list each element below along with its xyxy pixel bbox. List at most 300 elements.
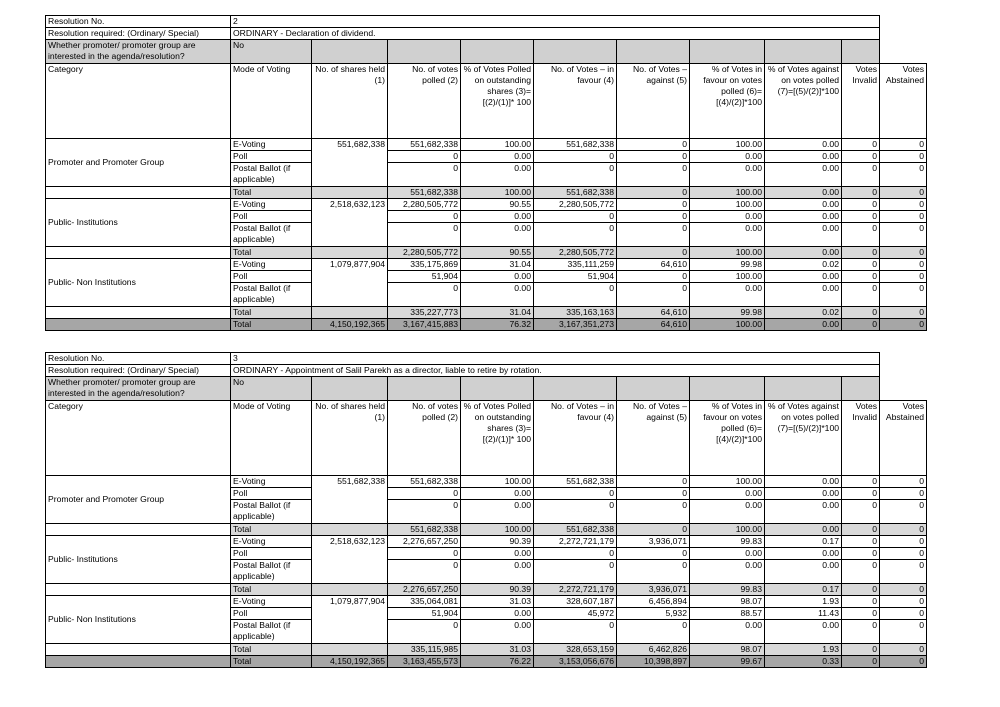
votes-against-header: No. of Votes – against (5)	[617, 401, 690, 476]
empty-cell	[690, 40, 765, 64]
votes-invalid: 0	[842, 608, 880, 620]
votes-polled: 2,276,657,250	[388, 536, 461, 548]
votes-abstained: 0	[880, 283, 927, 307]
votes-polled: 0	[388, 620, 461, 644]
grand-total-pct-polled: 76.22	[461, 656, 534, 668]
shares-held-header: No. of shares held (1)	[312, 401, 388, 476]
votes-favour: 0	[534, 488, 617, 500]
empty-cell	[461, 40, 534, 64]
pct-favour: 0.00	[690, 211, 765, 223]
total-label: Total	[231, 187, 312, 199]
votes-against: 64,610	[617, 259, 690, 271]
category-label: Promoter and Promoter Group	[46, 476, 231, 524]
pct-against: 0.00	[765, 476, 842, 488]
pct-favour: 0.00	[690, 283, 765, 307]
empty-cell	[534, 377, 617, 401]
resolution-required-label: Resolution required: (Ordinary/ Special)	[46, 365, 231, 377]
empty-cell	[46, 524, 231, 536]
pct-against: 0.00	[765, 223, 842, 247]
grand-total-pct-against: 0.00	[765, 319, 842, 331]
mode-label: Postal Ballot (if applicable)	[231, 283, 312, 307]
pct-against: 0.00	[765, 199, 842, 211]
empty-cell	[690, 377, 765, 401]
total-label: Total	[231, 584, 312, 596]
votes-against: 0	[617, 151, 690, 163]
empty-cell	[388, 40, 461, 64]
votes-against: 5,932	[617, 608, 690, 620]
shares-held-value: 551,682,338	[312, 476, 388, 524]
grand-total-votes-invalid: 0	[842, 656, 880, 668]
empty-cell	[312, 40, 388, 64]
pct-polled: 0.00	[461, 151, 534, 163]
pct-polled: 90.55	[461, 247, 534, 259]
total-label: Total	[231, 307, 312, 319]
votes-abstained-header: Votes Abstained	[880, 64, 927, 139]
votes-favour: 335,163,163	[534, 307, 617, 319]
pct-polled: 0.00	[461, 283, 534, 307]
pct-polled: 100.00	[461, 524, 534, 536]
empty-cell	[46, 644, 231, 656]
promoter-interested-value: No	[231, 40, 312, 64]
empty-cell	[312, 187, 388, 199]
mode-label: E-Voting	[231, 476, 312, 488]
votes-invalid: 0	[842, 187, 880, 199]
empty-cell	[46, 307, 231, 319]
votes-against: 0	[617, 199, 690, 211]
votes-against: 0	[617, 163, 690, 187]
grand-total-pct-favour: 99.67	[690, 656, 765, 668]
resolution-no-label: Resolution No.	[46, 16, 231, 28]
pct-favour: 99.83	[690, 536, 765, 548]
votes-invalid: 0	[842, 476, 880, 488]
pct-polled: 0.00	[461, 223, 534, 247]
pct-polled: 90.39	[461, 584, 534, 596]
category-label: Public- Institutions	[46, 199, 231, 247]
resolution-table	[45, 15, 927, 331]
total-label: Total	[231, 644, 312, 656]
empty-cell	[461, 377, 534, 401]
votes-polled: 335,064,081	[388, 596, 461, 608]
pct-against: 0.00	[765, 524, 842, 536]
shares-held-value: 2,518,632,123	[312, 199, 388, 247]
shares-held-value: 1,079,877,904	[312, 596, 388, 644]
votes-favour: 551,682,338	[534, 524, 617, 536]
shares-held-value: 551,682,338	[312, 139, 388, 187]
pct-polled: 100.00	[461, 139, 534, 151]
pct-polled: 0.00	[461, 488, 534, 500]
votes-favour: 51,904	[534, 271, 617, 283]
votes-invalid: 0	[842, 283, 880, 307]
pct-favour: 98.07	[690, 596, 765, 608]
empty-cell	[617, 377, 690, 401]
pct-against: 0.00	[765, 211, 842, 223]
votes-invalid: 0	[842, 488, 880, 500]
grand-total-shares-held-value: 4,150,192,365	[312, 319, 388, 331]
empty-cell	[842, 40, 880, 64]
votes-against: 0	[617, 560, 690, 584]
shares-held-value: 2,518,632,123	[312, 536, 388, 584]
grand-total-votes-against: 10,398,897	[617, 656, 690, 668]
votes-abstained: 0	[880, 644, 927, 656]
votes-polled: 0	[388, 488, 461, 500]
pct-polled: 0.00	[461, 500, 534, 524]
pct-favour: 100.00	[690, 271, 765, 283]
votes-polled: 335,115,985	[388, 644, 461, 656]
empty-cell	[617, 40, 690, 64]
mode-of-voting-header: Mode of Voting	[231, 64, 312, 139]
votes-invalid: 0	[842, 560, 880, 584]
votes-polled: 0	[388, 500, 461, 524]
votes-against: 0	[617, 211, 690, 223]
empty-cell	[46, 319, 231, 331]
pct-against: 0.00	[765, 283, 842, 307]
mode-label: E-Voting	[231, 199, 312, 211]
mode-label: Poll	[231, 488, 312, 500]
votes-invalid: 0	[842, 644, 880, 656]
votes-invalid: 0	[842, 536, 880, 548]
pct-favour: 0.00	[690, 223, 765, 247]
pct-favour: 99.98	[690, 259, 765, 271]
votes-favour: 551,682,338	[534, 187, 617, 199]
category-label: Promoter and Promoter Group	[46, 139, 231, 187]
pct-polled: 90.55	[461, 199, 534, 211]
mode-label: Poll	[231, 151, 312, 163]
votes-against: 0	[617, 488, 690, 500]
pct-polled: 0.00	[461, 548, 534, 560]
category-label: Public- Non Institutions	[46, 596, 231, 644]
votes-polled: 2,280,505,772	[388, 247, 461, 259]
pct-favour-header: % of Votes in favour on votes polled (6)=[(4)/(2)]*100	[690, 401, 765, 476]
mode-label: Poll	[231, 548, 312, 560]
votes-favour: 2,272,721,179	[534, 536, 617, 548]
grand-total-label: Total	[231, 319, 312, 331]
votes-invalid: 0	[842, 139, 880, 151]
empty-cell	[46, 656, 231, 668]
pct-favour-header: % of Votes in favour on votes polled (6)=[(4)/(2)]*100	[690, 64, 765, 139]
votes-invalid: 0	[842, 223, 880, 247]
pct-polled: 100.00	[461, 187, 534, 199]
empty-cell	[46, 584, 231, 596]
votes-polled: 2,276,657,250	[388, 584, 461, 596]
votes-favour: 2,280,505,772	[534, 247, 617, 259]
votes-abstained: 0	[880, 560, 927, 584]
pct-favour: 98.07	[690, 644, 765, 656]
votes-abstained: 0	[880, 584, 927, 596]
votes-against: 0	[617, 548, 690, 560]
votes-abstained: 0	[880, 488, 927, 500]
votes-against-header: No. of Votes – against (5)	[617, 64, 690, 139]
pct-against: 0.00	[765, 271, 842, 283]
empty-cell	[312, 307, 388, 319]
votes-polled: 0	[388, 560, 461, 584]
pct-polled: 31.03	[461, 596, 534, 608]
shares-held-value: 1,079,877,904	[312, 259, 388, 307]
mode-label: Postal Ballot (if applicable)	[231, 500, 312, 524]
pct-polled: 0.00	[461, 211, 534, 223]
grand-total-votes-favour: 3,167,351,273	[534, 319, 617, 331]
votes-invalid: 0	[842, 199, 880, 211]
votes-invalid: 0	[842, 259, 880, 271]
mode-label: E-Voting	[231, 259, 312, 271]
pct-against: 11.43	[765, 608, 842, 620]
pct-polled: 90.39	[461, 536, 534, 548]
votes-invalid: 0	[842, 271, 880, 283]
pct-against: 0.00	[765, 548, 842, 560]
mode-label: Postal Ballot (if applicable)	[231, 163, 312, 187]
grand-total-shares-held-value: 4,150,192,365	[312, 656, 388, 668]
promoter-interested-value: No	[231, 377, 312, 401]
votes-favour: 335,111,259	[534, 259, 617, 271]
pct-favour: 100.00	[690, 247, 765, 259]
category-header: Category	[46, 64, 231, 139]
empty-cell	[765, 40, 842, 64]
resolution-required-label: Resolution required: (Ordinary/ Special)	[46, 28, 231, 40]
votes-abstained: 0	[880, 536, 927, 548]
votes-against: 6,462,826	[617, 644, 690, 656]
pct-favour: 88.57	[690, 608, 765, 620]
empty-cell	[842, 377, 880, 401]
mode-label: Postal Ballot (if applicable)	[231, 620, 312, 644]
votes-invalid: 0	[842, 596, 880, 608]
votes-abstained: 0	[880, 524, 927, 536]
pct-polled: 100.00	[461, 476, 534, 488]
pct-favour: 0.00	[690, 548, 765, 560]
votes-polled: 0	[388, 151, 461, 163]
votes-favour: 2,272,721,179	[534, 584, 617, 596]
votes-abstained: 0	[880, 223, 927, 247]
votes-favour: 551,682,338	[534, 139, 617, 151]
votes-favour: 0	[534, 283, 617, 307]
votes-invalid: 0	[842, 151, 880, 163]
votes-invalid-header: Votes Invalid	[842, 401, 880, 476]
grand-total-votes-against: 64,610	[617, 319, 690, 331]
votes-invalid: 0	[842, 163, 880, 187]
votes-polled: 51,904	[388, 271, 461, 283]
votes-favour: 0	[534, 223, 617, 247]
votes-against: 3,936,071	[617, 584, 690, 596]
mode-label: E-Voting	[231, 596, 312, 608]
votes-favour: 0	[534, 163, 617, 187]
empty-cell	[312, 377, 388, 401]
pct-polled: 31.04	[461, 259, 534, 271]
votes-polled-header: No. of votes polled (2)	[388, 64, 461, 139]
votes-polled: 0	[388, 163, 461, 187]
votes-polled-header: No. of votes polled (2)	[388, 401, 461, 476]
empty-cell	[46, 247, 231, 259]
votes-against: 0	[617, 620, 690, 644]
total-label: Total	[231, 247, 312, 259]
resolution-table	[45, 352, 927, 668]
votes-favour: 0	[534, 211, 617, 223]
votes-abstained: 0	[880, 139, 927, 151]
votes-against: 0	[617, 223, 690, 247]
pct-polled: 0.00	[461, 163, 534, 187]
pct-polled: 0.00	[461, 560, 534, 584]
resolution-type-value: ORDINARY - Appointment of Salil Parekh as a director, liable to retire by rotation.	[231, 365, 880, 377]
pct-polled: 31.03	[461, 644, 534, 656]
pct-polled-header: % of Votes Polled on outstanding shares (3)=[(2)/(1)]* 100	[461, 64, 534, 139]
votes-against: 0	[617, 247, 690, 259]
pct-against-header: % of Votes against on votes polled (7)=[(5)/(2)]*100	[765, 401, 842, 476]
votes-favour: 328,607,187	[534, 596, 617, 608]
mode-label: E-Voting	[231, 139, 312, 151]
grand-total-pct-favour: 100.00	[690, 319, 765, 331]
mode-label: Poll	[231, 271, 312, 283]
mode-of-voting-header: Mode of Voting	[231, 401, 312, 476]
votes-abstained: 0	[880, 620, 927, 644]
pct-favour: 0.00	[690, 500, 765, 524]
empty-cell	[765, 377, 842, 401]
votes-invalid: 0	[842, 500, 880, 524]
category-label: Public- Non Institutions	[46, 259, 231, 307]
votes-polled: 551,682,338	[388, 139, 461, 151]
votes-abstained: 0	[880, 187, 927, 199]
mode-label: Poll	[231, 608, 312, 620]
votes-polled: 551,682,338	[388, 524, 461, 536]
grand-total-votes-polled: 3,167,415,883	[388, 319, 461, 331]
votes-favour: 551,682,338	[534, 476, 617, 488]
votes-invalid: 0	[842, 548, 880, 560]
grand-total-votes-favour: 3,153,056,676	[534, 656, 617, 668]
pct-against: 0.00	[765, 560, 842, 584]
votes-invalid: 0	[842, 584, 880, 596]
empty-cell	[312, 584, 388, 596]
votes-polled: 0	[388, 283, 461, 307]
votes-abstained: 0	[880, 608, 927, 620]
pct-favour: 0.00	[690, 163, 765, 187]
empty-cell	[46, 187, 231, 199]
pct-favour: 0.00	[690, 151, 765, 163]
mode-label: Postal Ballot (if applicable)	[231, 560, 312, 584]
votes-against: 3,936,071	[617, 536, 690, 548]
votes-favour-header: No. of Votes – in favour (4)	[534, 64, 617, 139]
resolution-no-value: 2	[231, 16, 880, 28]
votes-invalid: 0	[842, 211, 880, 223]
pct-polled: 0.00	[461, 620, 534, 644]
pct-polled: 0.00	[461, 271, 534, 283]
votes-invalid-header: Votes Invalid	[842, 64, 880, 139]
votes-favour: 0	[534, 548, 617, 560]
pct-against: 0.00	[765, 620, 842, 644]
shares-held-header: No. of shares held (1)	[312, 64, 388, 139]
pct-against: 0.02	[765, 259, 842, 271]
votes-favour: 328,653,159	[534, 644, 617, 656]
votes-invalid: 0	[842, 307, 880, 319]
votes-invalid: 0	[842, 620, 880, 644]
votes-abstained: 0	[880, 199, 927, 211]
votes-favour: 0	[534, 560, 617, 584]
votes-favour: 2,280,505,772	[534, 199, 617, 211]
empty-cell	[388, 377, 461, 401]
pct-polled-header: % of Votes Polled on outstanding shares (3)=[(2)/(1)]* 100	[461, 401, 534, 476]
pct-favour: 99.83	[690, 584, 765, 596]
votes-against: 0	[617, 187, 690, 199]
pct-against: 0.00	[765, 247, 842, 259]
votes-invalid: 0	[842, 524, 880, 536]
votes-polled: 0	[388, 223, 461, 247]
pct-against: 0.00	[765, 151, 842, 163]
empty-cell	[312, 524, 388, 536]
empty-cell	[312, 644, 388, 656]
grand-total-votes-invalid: 0	[842, 319, 880, 331]
votes-polled: 551,682,338	[388, 187, 461, 199]
pct-favour: 99.98	[690, 307, 765, 319]
votes-favour: 0	[534, 620, 617, 644]
votes-favour-header: No. of Votes – in favour (4)	[534, 401, 617, 476]
grand-total-votes-abstained: 0	[880, 656, 927, 668]
votes-against: 0	[617, 139, 690, 151]
promoter-interested-label: Whether promoter/ promoter group are interested in the agenda/resolution?	[46, 40, 231, 64]
votes-polled: 0	[388, 548, 461, 560]
votes-polled: 335,175,869	[388, 259, 461, 271]
pct-against: 0.17	[765, 536, 842, 548]
votes-against: 0	[617, 500, 690, 524]
empty-cell	[312, 247, 388, 259]
votes-polled: 335,227,773	[388, 307, 461, 319]
pct-against: 0.17	[765, 584, 842, 596]
mode-label: Postal Ballot (if applicable)	[231, 223, 312, 247]
pct-polled: 31.04	[461, 307, 534, 319]
votes-abstained: 0	[880, 211, 927, 223]
pct-against: 0.00	[765, 500, 842, 524]
votes-favour: 45,972	[534, 608, 617, 620]
votes-abstained: 0	[880, 596, 927, 608]
votes-against: 0	[617, 271, 690, 283]
pct-against-header: % of Votes against on votes polled (7)=[(5)/(2)]*100	[765, 64, 842, 139]
votes-invalid: 0	[842, 247, 880, 259]
pct-favour: 100.00	[690, 476, 765, 488]
votes-abstained: 0	[880, 307, 927, 319]
grand-total-label: Total	[231, 656, 312, 668]
votes-abstained: 0	[880, 247, 927, 259]
votes-against: 0	[617, 476, 690, 488]
pct-favour: 100.00	[690, 139, 765, 151]
pct-against: 0.00	[765, 187, 842, 199]
votes-abstained: 0	[880, 151, 927, 163]
pct-favour: 100.00	[690, 524, 765, 536]
votes-favour: 0	[534, 151, 617, 163]
votes-abstained: 0	[880, 476, 927, 488]
votes-polled: 2,280,505,772	[388, 199, 461, 211]
votes-against: 0	[617, 283, 690, 307]
pct-favour: 100.00	[690, 187, 765, 199]
pct-against: 1.93	[765, 644, 842, 656]
total-label: Total	[231, 524, 312, 536]
promoter-interested-label: Whether promoter/ promoter group are interested in the agenda/resolution?	[46, 377, 231, 401]
grand-total-pct-polled: 76.32	[461, 319, 534, 331]
votes-favour: 0	[534, 500, 617, 524]
votes-abstained: 0	[880, 548, 927, 560]
mode-label: Poll	[231, 211, 312, 223]
votes-abstained-header: Votes Abstained	[880, 401, 927, 476]
grand-total-pct-against: 0.33	[765, 656, 842, 668]
votes-against: 64,610	[617, 307, 690, 319]
pct-polled: 0.00	[461, 608, 534, 620]
votes-against: 0	[617, 524, 690, 536]
votes-polled: 551,682,338	[388, 476, 461, 488]
pct-against: 0.02	[765, 307, 842, 319]
resolution-no-label: Resolution No.	[46, 353, 231, 365]
mode-label: E-Voting	[231, 536, 312, 548]
votes-against: 6,456,894	[617, 596, 690, 608]
pct-against: 1.93	[765, 596, 842, 608]
empty-cell	[534, 40, 617, 64]
resolution-no-value: 3	[231, 353, 880, 365]
pct-favour: 100.00	[690, 199, 765, 211]
category-header: Category	[46, 401, 231, 476]
grand-total-votes-polled: 3,163,455,573	[388, 656, 461, 668]
category-label: Public- Institutions	[46, 536, 231, 584]
